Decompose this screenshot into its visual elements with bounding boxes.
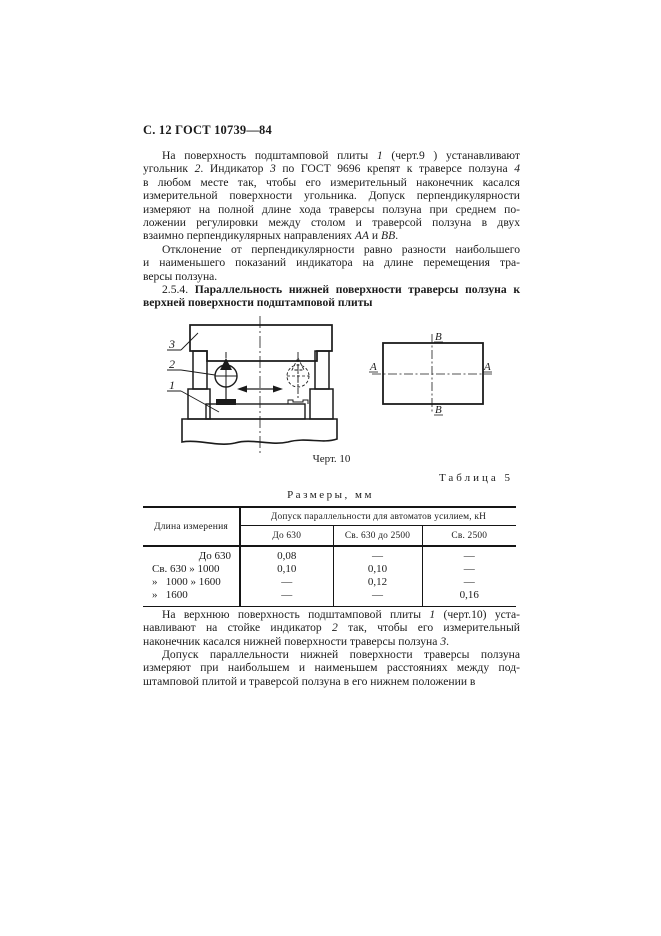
- figure-chert-10: [140, 312, 530, 460]
- table-row: [143, 546, 516, 563]
- text-line: наконечник касался нижней поверхности траверсы ползуна 3.: [143, 634, 450, 648]
- text-line: взаимно перпендикулярных направлениях АА и ВВ.: [143, 229, 399, 243]
- table-header: [143, 507, 516, 546]
- paragraph: [143, 243, 520, 283]
- text-line: в любом месте так, чтобы его измерительный наконечник касался: [143, 175, 520, 189]
- row-label: » 1000 » 1600: [143, 576, 240, 589]
- row-label: Св. 630 » 1000: [143, 563, 240, 576]
- press-drawing: [140, 312, 530, 460]
- row-label: » 1600: [143, 589, 240, 607]
- tolerance-value: —: [463, 563, 475, 575]
- table-row: [143, 589, 516, 607]
- part-label-2: 2: [169, 357, 175, 371]
- section-label-a-left: А: [370, 361, 377, 373]
- tolerance-value: —: [463, 576, 475, 588]
- tolerance-value: 0,10: [240, 563, 333, 576]
- press-base: [182, 419, 337, 444]
- text-line: 2.5.4. Параллельность нижней поверхности траверсы ползуна к: [162, 283, 520, 296]
- section-label-a-right: А: [484, 361, 491, 373]
- col-header-over2500: Св. 2500: [451, 531, 488, 541]
- paragraph: [143, 149, 520, 243]
- tolerance-value: —: [463, 550, 475, 562]
- tolerance-value: 0,08: [240, 546, 333, 563]
- col-header-upto630: До 630: [240, 526, 333, 547]
- col-header-630to2500: Св. 630 до 2500: [333, 526, 422, 547]
- section-heading: [143, 283, 520, 310]
- tolerance-value: —: [333, 589, 422, 607]
- text-line: Отклонение от перпендикулярности равно разности наибольшего: [162, 243, 520, 256]
- col-header-span: Допуск параллельности для автоматов усилием, кН: [240, 507, 516, 526]
- table-row: [143, 563, 516, 576]
- tolerance-value: —: [240, 576, 333, 589]
- table-row: [143, 576, 516, 589]
- table-units: Размеры, мм: [287, 489, 374, 501]
- table-label: Таблица 5: [438, 472, 513, 484]
- tolerance-value: —: [240, 589, 333, 607]
- col-header-length: Длина измерения: [143, 507, 240, 546]
- section-label-b-top: В: [435, 331, 442, 343]
- dial-indicator: [215, 352, 237, 405]
- plan-view: [369, 331, 492, 416]
- die-plate: [206, 404, 305, 419]
- text-line: измеряют на полной длине хода траверсы ползуна при среднем по-: [143, 202, 520, 216]
- text-line: На поверхность подштамповой плиты 1 (черт.9 ) устанавливают: [162, 149, 520, 162]
- text-line: штамповой плитой и траверсой ползуна в его нижнем положении в: [143, 674, 476, 688]
- text-line: На верхнюю поверхность подштамповой плиты 1 (черт.10) уста-: [162, 608, 520, 621]
- tolerance-table: [143, 506, 516, 607]
- page-header: С. 12 ГОСТ 10739—84: [143, 123, 272, 137]
- tolerance-value: 0,12: [333, 576, 422, 589]
- tolerance-value: 0,10: [333, 563, 422, 576]
- row-label: До 630: [143, 546, 240, 563]
- text-line: навливают на стойке индикатор 2 так, чтобы его измерительный: [143, 621, 520, 635]
- paragraph: [143, 648, 520, 688]
- text-line: измерительной поверхности угольника. Допуск перпендикулярности: [143, 189, 520, 203]
- table-5: [143, 506, 516, 607]
- text-line: угольник 2. Индикатор 3 по ГОСТ 9696 крепят к траверсе ползуна 4: [143, 162, 521, 176]
- part-label-3: 3: [169, 337, 175, 351]
- figure-caption: Черт. 10: [312, 453, 351, 465]
- paragraph: [143, 608, 520, 648]
- text-line: Допуск параллельности нижней поверхности траверсы ползуна: [162, 648, 520, 661]
- tolerance-value: 0,16: [459, 589, 479, 601]
- part-label-1: 1: [169, 378, 175, 392]
- tolerance-value: —: [333, 546, 422, 563]
- text-line: измеряют при наибольшем и наименьшем расстояниях между под-: [143, 661, 520, 675]
- section-label-b-bottom: В: [435, 404, 442, 416]
- table-body: [143, 546, 516, 607]
- text-line: верхней поверхности подштамповой плиты: [143, 296, 373, 310]
- press-traverse: [190, 325, 332, 361]
- text-line: версы ползуна.: [143, 269, 218, 283]
- text-line: ложении регулировки между столом и траверсой ползуна в двух: [143, 216, 520, 230]
- text-line: и наименьшего показаний индикатора на длине перемещения тра-: [143, 256, 520, 270]
- dial-indicator-phantom: [287, 352, 309, 404]
